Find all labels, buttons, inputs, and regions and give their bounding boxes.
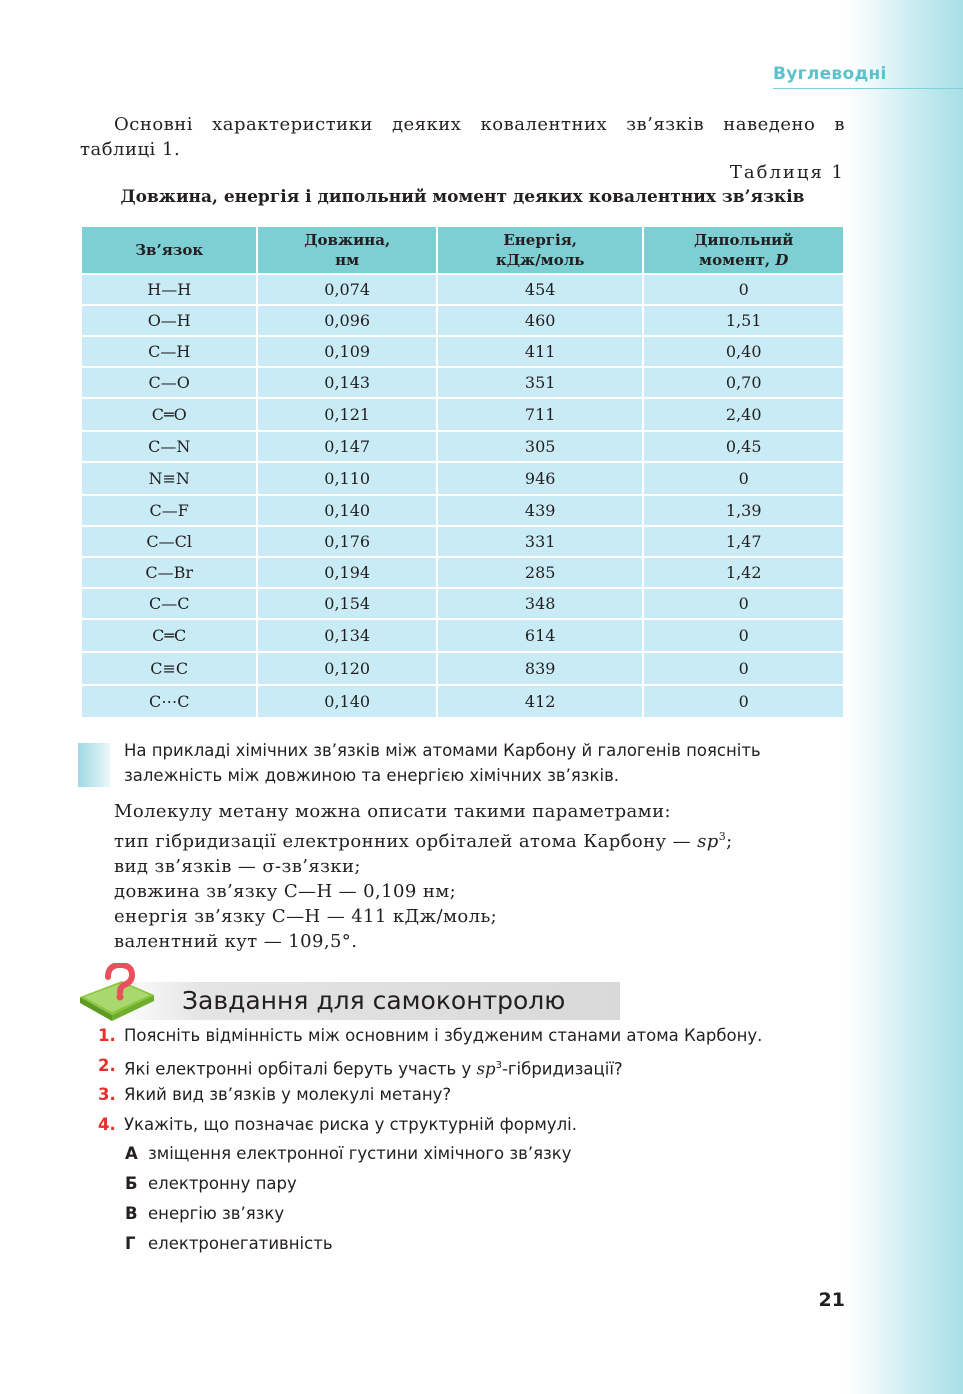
cell-energy: 285 xyxy=(438,558,643,587)
cell-bond: C—Br xyxy=(82,558,256,587)
table-caption: Довжина, енергія і дипольний момент деяких ковалентних зв’язків xyxy=(120,187,805,207)
cell-dipole: 0,40 xyxy=(644,337,843,366)
methane-line: довжина зв’язку С—Н — 0,109 нм; xyxy=(114,881,457,902)
option-text: електронну пару xyxy=(148,1174,297,1193)
cell-length: 0,120 xyxy=(258,653,435,684)
task-item xyxy=(98,1024,818,1054)
cell-energy: 305 xyxy=(438,432,643,461)
cell-energy: 348 xyxy=(438,589,643,618)
task-item xyxy=(98,1054,818,1084)
cell-energy: 839 xyxy=(438,653,643,684)
task-text: Який вид зв’язків у молекулі метану? xyxy=(124,1085,452,1104)
table-row xyxy=(82,275,843,304)
cell-length: 0,194 xyxy=(258,558,435,587)
cell-length: 0,134 xyxy=(258,620,435,651)
cell-energy: 946 xyxy=(438,463,643,494)
table-row xyxy=(82,337,843,366)
cell-dipole: 0 xyxy=(644,275,843,304)
cell-bond: C—O xyxy=(82,368,256,397)
option-letter: Б xyxy=(125,1174,138,1193)
table-row xyxy=(82,306,843,335)
task-text: Які електронні орбіталі беруть участь у $sp^3$-гібридизації? xyxy=(124,1059,623,1078)
table-header-row xyxy=(82,227,843,273)
table-body xyxy=(82,275,843,717)
cell-length: 0,140 xyxy=(258,686,435,717)
task-text: Укажіть, що позначає риска у структурній формулі. xyxy=(124,1114,577,1134)
question-text: На прикладі хімічних зв’язків між атомами Карбону й галогенів поясніть залежність між довжиною та енергією хімічних зв’язків. xyxy=(124,741,761,785)
table-row xyxy=(82,653,843,684)
table-row xyxy=(82,527,843,556)
book-question-icon xyxy=(78,963,158,1023)
cell-dipole: 1,51 xyxy=(644,306,843,335)
header-dipole: Дипольний момент, D xyxy=(644,227,843,273)
cell-bond: O—H xyxy=(82,306,256,335)
cell-bond: H—H xyxy=(82,275,256,304)
running-head: Вуглеводні xyxy=(773,64,887,84)
cell-bond: C—Cl xyxy=(82,527,256,556)
task-list xyxy=(98,1024,818,1262)
bonds-table xyxy=(80,225,845,719)
table-row xyxy=(82,399,843,430)
table-row xyxy=(82,558,843,587)
cell-length: 0,176 xyxy=(258,527,435,556)
table-row xyxy=(82,432,843,461)
cell-dipole: 0 xyxy=(644,589,843,618)
section-title: Завдання для самоконтролю xyxy=(182,986,566,1015)
cell-bond: C—H xyxy=(82,337,256,366)
option-letter: Г xyxy=(125,1234,136,1253)
cell-bond: C═O xyxy=(82,399,256,430)
option-letter: В xyxy=(125,1204,138,1223)
cell-length: 0,074 xyxy=(258,275,435,304)
task-number: 4. xyxy=(98,1114,116,1134)
cell-dipole: 0,70 xyxy=(644,368,843,397)
answer-option xyxy=(98,1232,818,1262)
header-energy: Енергія, кДж/моль xyxy=(438,227,643,273)
cell-energy: 711 xyxy=(438,399,643,430)
cell-bond: N≡N xyxy=(82,463,256,494)
cell-length: 0,109 xyxy=(258,337,435,366)
header-length: Довжина, нм xyxy=(258,227,435,273)
table-row xyxy=(82,368,843,397)
table-number: Таблиця 1 xyxy=(729,162,845,183)
cell-energy: 412 xyxy=(438,686,643,717)
side-decoration xyxy=(845,0,963,1394)
cell-bond: C⋯C xyxy=(82,686,256,717)
answer-option xyxy=(98,1142,818,1172)
task-number: 2. xyxy=(98,1055,116,1075)
running-head-rule xyxy=(773,88,963,89)
methane-line: валентний кут — 109,5°. xyxy=(114,931,358,952)
question-marker xyxy=(78,743,110,787)
cell-dipole: 1,47 xyxy=(644,527,843,556)
cell-energy: 351 xyxy=(438,368,643,397)
cell-dipole: 0 xyxy=(644,620,843,651)
header-bond: Зв’язок xyxy=(82,227,256,273)
task-item xyxy=(98,1083,818,1113)
option-letter: А xyxy=(125,1144,138,1163)
methane-line: Молекулу метану можна описати такими параметрами: xyxy=(114,801,671,822)
cell-dipole: 0,45 xyxy=(644,432,843,461)
option-text: зміщення електронної густини хімічного зв’язку xyxy=(148,1144,572,1163)
cell-dipole: 1,39 xyxy=(644,496,843,525)
cell-dipole: 2,40 xyxy=(644,399,843,430)
answer-option xyxy=(98,1202,818,1232)
cell-dipole: 0 xyxy=(644,653,843,684)
table-row xyxy=(82,496,843,525)
table-row xyxy=(82,463,843,494)
cell-bond: C═C xyxy=(82,620,256,651)
methane-line: вид зв’язків — σ-зв’язки; xyxy=(114,856,361,877)
cell-dipole: 1,42 xyxy=(644,558,843,587)
cell-bond: C—F xyxy=(82,496,256,525)
cell-length: 0,110 xyxy=(258,463,435,494)
cell-length: 0,154 xyxy=(258,589,435,618)
cell-energy: 439 xyxy=(438,496,643,525)
page-number: 21 xyxy=(818,1289,845,1311)
task-number: 1. xyxy=(98,1026,116,1045)
option-text: енергію зв’язку xyxy=(148,1204,285,1223)
cell-dipole: 0 xyxy=(644,686,843,717)
cell-energy: 411 xyxy=(438,337,643,366)
cell-bond: C—C xyxy=(82,589,256,618)
cell-energy: 331 xyxy=(438,527,643,556)
methane-parameters xyxy=(114,799,854,954)
cell-energy: 614 xyxy=(438,620,643,651)
table-row xyxy=(82,620,843,651)
option-text: електронегативність xyxy=(148,1234,333,1253)
cell-energy: 460 xyxy=(438,306,643,335)
answer-option xyxy=(98,1172,818,1202)
cell-energy: 454 xyxy=(438,275,643,304)
cell-length: 0,140 xyxy=(258,496,435,525)
cell-dipole: 0 xyxy=(644,463,843,494)
task-number: 3. xyxy=(98,1085,116,1104)
methane-line: енергія зв’язку С—Н — 411 кДж/моль; xyxy=(114,906,498,927)
methane-line: тип гібридизації електронних орбіталей атома Карбону — $sp^3$; xyxy=(114,830,733,852)
task-item xyxy=(98,1113,818,1143)
task-text: Поясніть відмінність між основним і збудженим станами атома Карбону. xyxy=(124,1026,763,1045)
cell-length: 0,121 xyxy=(258,399,435,430)
table-row xyxy=(82,589,843,618)
cell-length: 0,147 xyxy=(258,432,435,461)
cell-bond: C≡C xyxy=(82,653,256,684)
cell-bond: C—N xyxy=(82,432,256,461)
table-row xyxy=(82,686,843,717)
intro-paragraph: Основні характеристики деяких ковалентних зв’язків наведено в таблиці 1. xyxy=(80,114,845,160)
cell-length: 0,096 xyxy=(258,306,435,335)
cell-length: 0,143 xyxy=(258,368,435,397)
